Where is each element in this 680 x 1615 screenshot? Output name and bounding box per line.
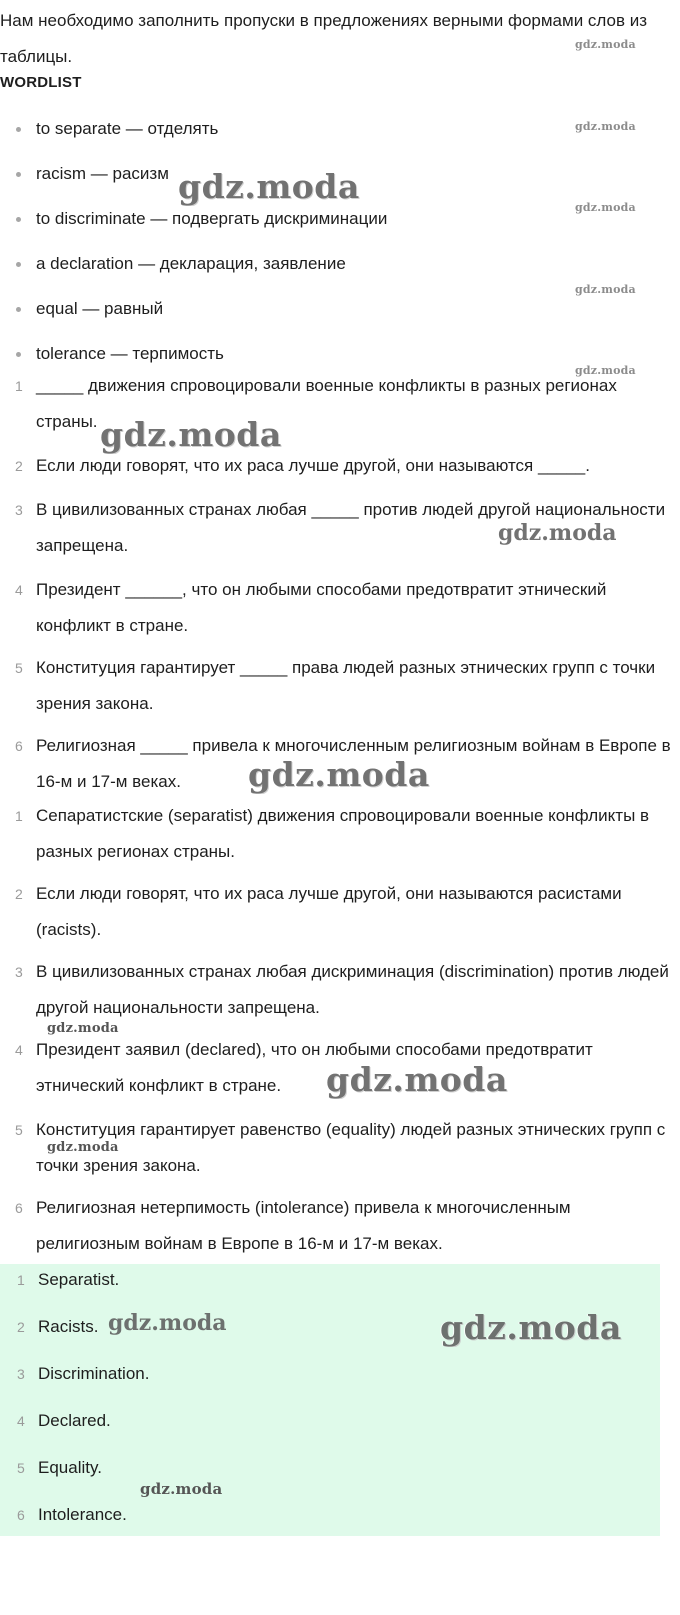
gap-sentence bbox=[0, 572, 680, 650]
wordlist-item bbox=[0, 118, 660, 163]
item-number: 2 bbox=[15, 886, 23, 902]
watermark: gdz.moda bbox=[440, 1308, 622, 1347]
watermark: gdz.moda bbox=[178, 167, 360, 206]
wordlist-item-text: to discriminate — подвергать дискриминации bbox=[36, 209, 388, 228]
wordlist-item bbox=[0, 298, 660, 343]
wordlist-item-text: to separate — отделять bbox=[36, 119, 219, 138]
watermark: gdz.moda bbox=[498, 520, 617, 546]
item-number: 6 bbox=[15, 738, 23, 754]
gap-sentence-text: Конституция гарантирует _____ права людей разных этнических групп с точки зрения закона. bbox=[36, 658, 656, 713]
filled-sentence-text: Конституция гарантирует равенство (equality) людей разных этнических групп с точки зрения закона. bbox=[36, 1120, 666, 1175]
bullet-icon bbox=[16, 262, 21, 267]
watermark: gdz.moda bbox=[326, 1060, 508, 1099]
answer-item bbox=[0, 1358, 660, 1405]
answers-list bbox=[0, 1264, 660, 1546]
watermark: gdz.moda bbox=[248, 755, 430, 794]
watermark: gdz.moda bbox=[575, 364, 636, 377]
wordlist-title: WORDLIST bbox=[0, 74, 82, 91]
item-number: 5 bbox=[15, 660, 23, 676]
filled-sentence-text: В цивилизованных странах любая дискриминация (discrimination) против людей другой национальности запрещена. bbox=[36, 962, 669, 1017]
watermark: gdz.moda bbox=[140, 1480, 223, 1498]
answer-text: Discrimination. bbox=[38, 1364, 150, 1383]
filled-sentence bbox=[0, 1190, 680, 1260]
wordlist-item-text: tolerance — терпимость bbox=[36, 344, 224, 363]
gap-sentence-text: В цивилизованных странах любая _____ против людей другой национальности запрещена. bbox=[36, 500, 666, 555]
answer-text: Separatist. bbox=[38, 1270, 120, 1289]
filled-sentence bbox=[0, 798, 680, 876]
item-number: 1 bbox=[15, 808, 23, 824]
watermark: gdz.moda bbox=[47, 1140, 119, 1155]
item-number: 4 bbox=[15, 582, 23, 598]
item-number: 6 bbox=[17, 1507, 25, 1523]
gap-sentence bbox=[0, 448, 680, 492]
bullet-icon bbox=[16, 172, 21, 177]
item-number: 4 bbox=[17, 1413, 25, 1429]
answer-item bbox=[0, 1452, 660, 1499]
watermark: gdz.moda bbox=[575, 201, 636, 214]
gap-sentence bbox=[0, 650, 680, 728]
bullet-icon bbox=[16, 127, 21, 132]
bullet-icon bbox=[16, 307, 21, 312]
item-number: 1 bbox=[17, 1272, 25, 1288]
watermark: gdz.moda bbox=[100, 415, 282, 454]
filled-sentence-text: Президент заявил (declared), что он любыми способами предотвратит этнический конфликт в стране. bbox=[36, 1040, 593, 1095]
answer-text: Declared. bbox=[38, 1411, 111, 1430]
item-number: 1 bbox=[15, 378, 23, 394]
wordlist bbox=[0, 118, 660, 388]
item-number: 3 bbox=[17, 1366, 25, 1382]
answer-text: Intolerance. bbox=[38, 1505, 127, 1524]
filled-sentence-text: Религиозная нетерпимость (intolerance) привела к многочисленным религиозным войнам в Европе в 16-м и 17-м веках. bbox=[36, 1198, 571, 1253]
filled-sentence-text: Если люди говорят, что их раса лучше другой, они называются расистами (racists). bbox=[36, 884, 622, 939]
watermark: gdz.moda bbox=[575, 120, 636, 133]
item-number: 2 bbox=[15, 458, 23, 474]
filled-sentence bbox=[0, 876, 680, 954]
answer-item bbox=[0, 1405, 660, 1452]
watermark: gdz.moda bbox=[47, 1021, 119, 1036]
item-number: 3 bbox=[15, 964, 23, 980]
gap-sentence-text: Президент ______, что он любыми способами предотвратит этнический конфликт в стране. bbox=[36, 580, 607, 635]
answer-item bbox=[0, 1264, 660, 1311]
item-number: 5 bbox=[15, 1122, 23, 1138]
item-number: 5 bbox=[17, 1460, 25, 1476]
watermark: gdz.moda bbox=[575, 38, 636, 51]
answer-text: Racists. bbox=[38, 1317, 99, 1336]
answer-text: Equality. bbox=[38, 1458, 102, 1477]
watermark: gdz.moda bbox=[108, 1310, 227, 1336]
wordlist-item bbox=[0, 253, 660, 298]
filled-sentence-text: Сепаратистские (separatist) движения спровоцировали военные конфликты в разных регионах страны. bbox=[36, 806, 650, 861]
answer-item bbox=[0, 1499, 660, 1546]
bullet-icon bbox=[16, 217, 21, 222]
watermark: gdz.moda bbox=[575, 283, 636, 296]
task-intro: Нам необходимо заполнить пропуски в предложениях верными формами слов из таблицы. bbox=[0, 11, 648, 66]
item-number: 2 bbox=[17, 1319, 25, 1335]
gap-sentence-text: Религиозная _____ привела к многочисленным религиозным войнам в Европе в 16-м и 17-м веках. bbox=[36, 736, 671, 791]
wordlist-item-text: equal — равный bbox=[36, 299, 164, 318]
gap-sentence-text: Если люди говорят, что их раса лучше другой, они называются _____. bbox=[36, 456, 590, 475]
gap-sentence-text: _____ движения спровоцировали военные конфликты в разных регионах страны. bbox=[36, 376, 617, 431]
item-number: 4 bbox=[15, 1042, 23, 1058]
wordlist-item bbox=[0, 208, 660, 253]
bullet-icon bbox=[16, 352, 21, 357]
item-number: 6 bbox=[15, 1200, 23, 1216]
wordlist-item-text: racism — расизм bbox=[36, 164, 169, 183]
item-number: 3 bbox=[15, 502, 23, 518]
wordlist-item-text: a declaration — декларация, заявление bbox=[36, 254, 346, 273]
